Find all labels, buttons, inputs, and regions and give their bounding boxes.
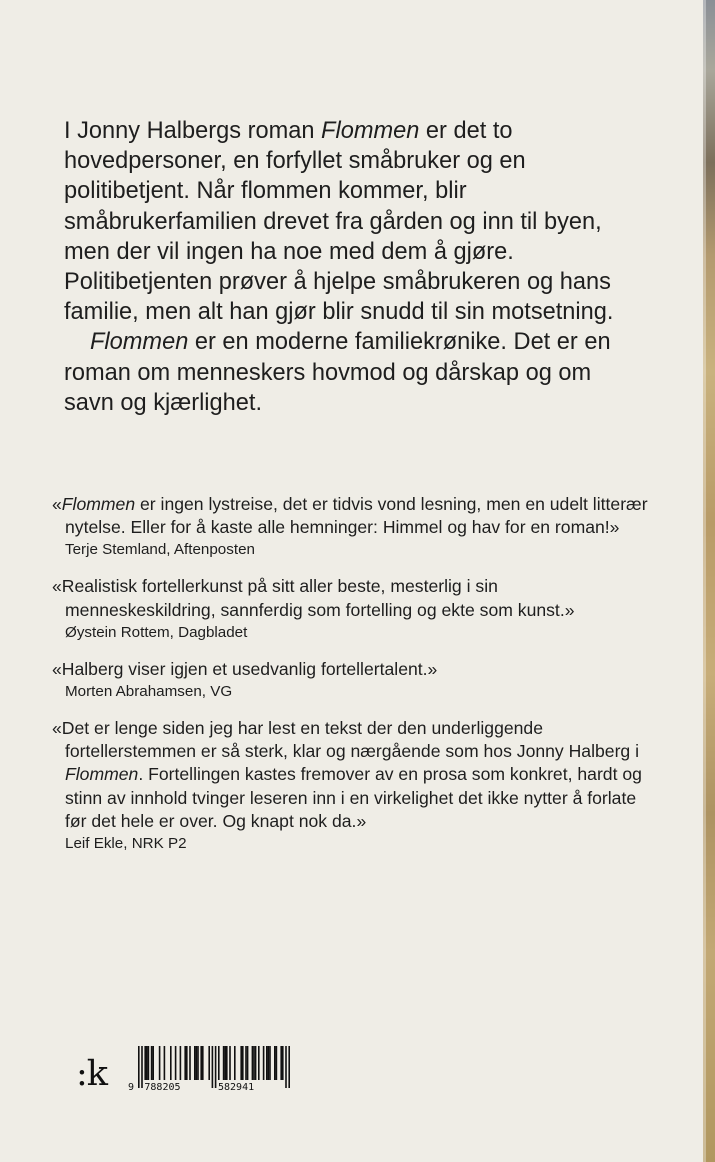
barcode-bar <box>218 1046 220 1080</box>
barcode-bar <box>212 1046 214 1088</box>
barcode-bar <box>266 1046 268 1080</box>
barcode-bar <box>274 1046 276 1080</box>
barcode-bar <box>224 1046 226 1080</box>
barcode-bar <box>242 1046 244 1080</box>
barcode-bar <box>288 1046 290 1088</box>
blurb-p2-text: er en moderne familiekrønike. Det er en roman om menneskers hovmod og dårskap og om savn og kjærlighet. <box>64 329 611 416</box>
barcode-bar <box>280 1046 282 1080</box>
barcode-bar <box>252 1046 254 1080</box>
book-title: Flommen <box>61 494 136 514</box>
barcode-bar <box>255 1046 257 1080</box>
quote-text: «Realistisk fortellerkunst på sitt aller beste, mesterlig i sin menneskeskildring, sannferdig som fortelling og ekte som kunst.» <box>52 576 575 620</box>
barcode-bar <box>170 1046 172 1080</box>
book-title: Flommen <box>65 764 139 785</box>
barcode-bar <box>240 1046 242 1080</box>
barcode-bar <box>215 1046 217 1088</box>
book-title: Flommen <box>90 329 189 356</box>
barcode-bar <box>151 1046 153 1080</box>
book-title: Flommen <box>321 118 420 144</box>
barcode-bar <box>282 1046 284 1080</box>
barcode-bar <box>152 1046 154 1080</box>
barcode-bar <box>180 1046 182 1080</box>
review-quote <box>52 493 652 561</box>
barcode-graphic <box>126 1046 291 1092</box>
barcode-bar <box>197 1046 199 1080</box>
barcode-bar <box>269 1046 271 1080</box>
barcode-bar <box>175 1046 177 1080</box>
quote-body-rest: . Fortellingen kastes fremover av en prosa som konkret, hardt og stinn av innhold tvinger leseren inn i en virkelighet det ikke nytter å forlate før det hele er over. Og knapt nok da.» <box>65 764 642 831</box>
quote-text: «Halberg viser igjen et usedvanlig fortellertalent.» <box>52 658 438 679</box>
quote-text <box>52 717 652 833</box>
barcode-bar <box>229 1046 231 1080</box>
quote-source: Leif Ekle, NRK P2 <box>65 835 187 853</box>
review-quote <box>52 575 652 643</box>
publisher-logo: :k <box>76 1054 108 1094</box>
barcode-bar <box>223 1046 225 1080</box>
quote-text <box>52 493 652 539</box>
barcode-bar <box>186 1046 188 1080</box>
barcode-bar <box>208 1046 210 1080</box>
barcode-bar <box>194 1046 196 1080</box>
barcode-bar <box>253 1046 255 1080</box>
barcode-bar <box>263 1046 265 1080</box>
review-quote <box>52 717 652 855</box>
barcode-digits: 9 <box>128 1082 135 1092</box>
barcode-bar <box>258 1046 260 1080</box>
barcode-digits: 582941 <box>218 1082 255 1092</box>
quote-open-mark: « <box>52 494 62 514</box>
barcode-bar <box>285 1046 287 1088</box>
barcode-bar <box>276 1046 278 1080</box>
barcode-bar <box>200 1046 202 1080</box>
barcode-bar <box>234 1046 236 1080</box>
barcode-bar <box>138 1046 140 1088</box>
quote-source: Morten Abrahamsen, VG <box>65 683 233 701</box>
barcode-bar <box>144 1046 146 1080</box>
cover-spine-photo-edge <box>703 0 715 1162</box>
back-cover-blurb <box>64 116 644 418</box>
blurb-paragraph-1 <box>64 116 644 327</box>
quote-source: Øystein Rottem, Dagbladet <box>65 623 248 641</box>
quote-body: er ingen lystreise, det er tidvis vond lesning, men en udelt litterær nytelse. Eller for å kaste alle hemninger: Himmel og hav for en roman!» <box>65 494 648 538</box>
blurb-p1-text: I Jonny Halbergs roman <box>64 118 322 144</box>
barcode-bar <box>226 1046 228 1080</box>
barcode-bar <box>159 1046 161 1080</box>
blurb-p1-text-rest: er det to hovedpersoner, en forfyllet småbruker og en politibetjent. Når flommen kommer, blir småbrukerfamilien drevet fra gården og inn til byen, men der vil ingen ha noe med dem å gjøre. Politibetjenten prøver å hjelpe småbrukeren og hans familie, men alt han gjør blir snudd til sin motsetning. <box>64 118 614 326</box>
quote-body: «Det er lenge siden jeg har lest en tekst der den underliggende fortellerstemmen er så sterk, klar og nærgående som hos Jonny Halberg i <box>52 718 640 762</box>
barcode-bar <box>146 1046 148 1080</box>
barcode-bar <box>196 1046 198 1080</box>
barcode-bar <box>247 1046 249 1080</box>
review-quotes <box>52 493 652 869</box>
barcode-bar <box>184 1046 186 1080</box>
barcode-bar <box>202 1046 204 1080</box>
barcode-bar <box>268 1046 270 1080</box>
isbn-barcode <box>126 1046 291 1092</box>
barcode-bar <box>164 1046 166 1080</box>
quote-source: Terje Stemland, Aftenposten <box>65 541 255 559</box>
barcode-bar <box>245 1046 247 1080</box>
blurb-paragraph-2 <box>64 327 644 418</box>
barcode-bar <box>189 1046 191 1080</box>
review-quote <box>52 658 652 703</box>
barcode-digits: 788205 <box>144 1082 181 1092</box>
barcode-bar <box>148 1046 150 1080</box>
barcode-bar <box>141 1046 143 1088</box>
